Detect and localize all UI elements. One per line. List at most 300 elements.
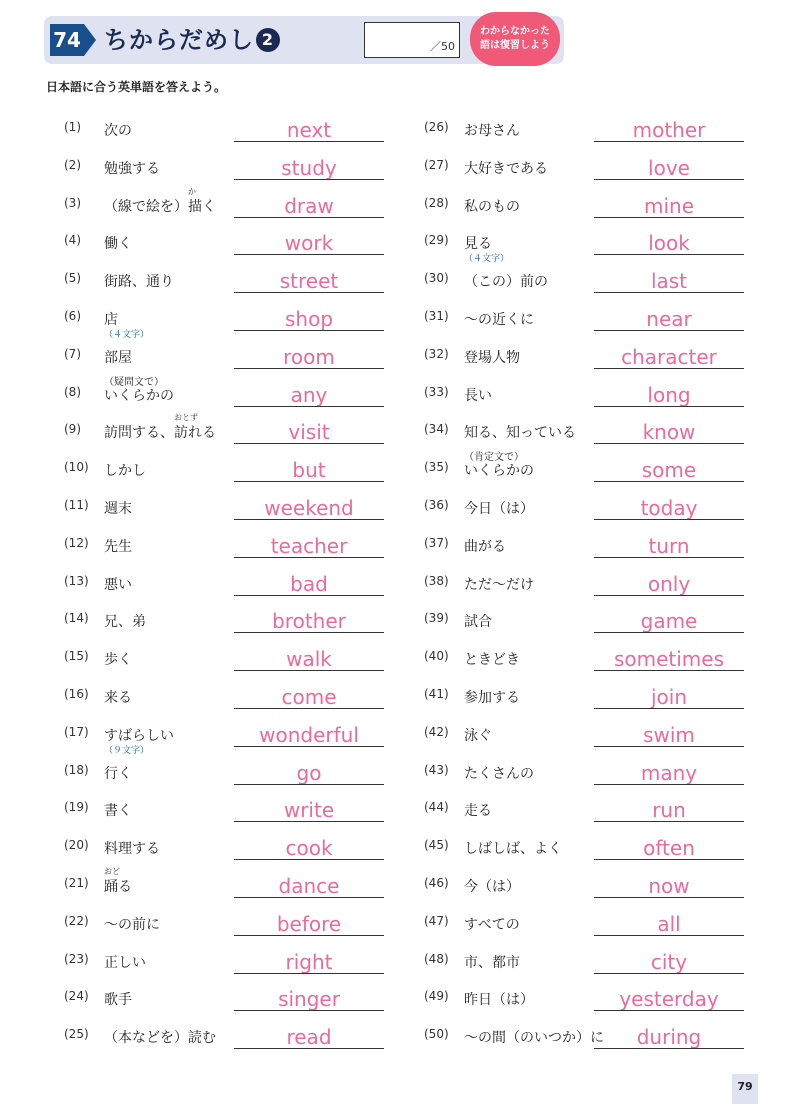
- question-text: [464, 800, 492, 820]
- question-number: (5): [64, 271, 81, 286]
- answer-field[interactable]: dance: [278, 874, 340, 898]
- question-number: (24): [64, 989, 89, 1004]
- answer-underline: [234, 784, 384, 785]
- answer-underline: [234, 935, 384, 936]
- answer-underline: [594, 330, 744, 331]
- answer-field[interactable]: work: [284, 231, 334, 256]
- question-item: [64, 186, 394, 222]
- question-text: [104, 649, 132, 669]
- answer-field[interactable]: love: [648, 155, 690, 180]
- question-label: （線で絵を）描く: [104, 198, 216, 215]
- answer-underline: [234, 179, 384, 180]
- answer-field[interactable]: next: [286, 118, 332, 142]
- question-text: [104, 952, 146, 972]
- question-number: (18): [64, 762, 89, 777]
- question-item: [424, 229, 754, 265]
- question-number: (39): [424, 611, 449, 626]
- question-item: [64, 570, 394, 600]
- question-number: (2): [64, 157, 81, 172]
- question-label: （本などを）読む: [104, 1030, 216, 1047]
- question-label: 訪問する、訪れる: [104, 425, 216, 442]
- answer-field[interactable]: brother: [272, 609, 346, 634]
- question-label: 歩く: [104, 652, 132, 669]
- question-label: （この）前の: [464, 274, 548, 291]
- question-number: (20): [64, 838, 89, 853]
- answer-underline: [594, 481, 744, 482]
- answer-field[interactable]: teacher: [270, 533, 348, 558]
- letter-count-hint: （９文字）: [104, 745, 150, 756]
- question-label: 兄、弟: [104, 614, 146, 631]
- answer-underline: [594, 292, 744, 293]
- answer-underline: [594, 179, 744, 180]
- page-title: [104, 24, 280, 56]
- answer-underline: [594, 670, 744, 671]
- question-item: [424, 796, 754, 826]
- answer-underline: [594, 217, 744, 218]
- answer-field[interactable]: near: [646, 307, 692, 331]
- question-number: (41): [424, 687, 449, 701]
- question-item: [424, 305, 754, 335]
- question-item: [64, 376, 394, 411]
- answer-field[interactable]: study: [281, 155, 337, 180]
- question-label: 料理する: [104, 841, 160, 858]
- question-item: [424, 494, 754, 524]
- answer-field[interactable]: last: [650, 269, 688, 294]
- answer-underline: [234, 746, 384, 747]
- question-label: すべての: [464, 916, 520, 933]
- question-text: [104, 867, 132, 896]
- answer-field[interactable]: but: [292, 458, 326, 483]
- answer-field[interactable]: game: [640, 609, 698, 634]
- question-item: [424, 721, 754, 751]
- question-number: (43): [424, 762, 449, 777]
- question-number: (6): [64, 309, 81, 323]
- question-text: [104, 120, 132, 140]
- question-text: [104, 347, 132, 367]
- question-item: [64, 985, 394, 1015]
- question-text: [464, 271, 548, 291]
- question-text: [464, 611, 492, 631]
- answer-field[interactable]: mother: [632, 118, 706, 142]
- question-number: (42): [424, 724, 449, 739]
- question-label: ～の前に: [104, 916, 160, 933]
- question-text: [464, 952, 520, 972]
- answer-field[interactable]: now: [648, 874, 690, 898]
- question-item: [424, 910, 754, 940]
- question-label: 知る、知っている: [464, 425, 576, 442]
- question-label: 見る: [464, 236, 492, 253]
- question-item: [64, 607, 394, 637]
- title-number: 2: [256, 28, 280, 52]
- question-label: 泳ぐ: [464, 727, 492, 744]
- question-label: 店: [104, 312, 118, 328]
- question-item: [64, 796, 394, 826]
- answer-field[interactable]: swim: [643, 722, 695, 747]
- question-text: [464, 763, 534, 783]
- question-label: 歌手: [104, 992, 132, 1009]
- question-text: [104, 536, 132, 556]
- answer-field[interactable]: many: [640, 760, 698, 785]
- answer-underline: [594, 519, 744, 520]
- question-text: [104, 763, 132, 783]
- question-number: (33): [424, 384, 449, 399]
- question-number: (38): [424, 573, 449, 588]
- question-number: (29): [424, 233, 449, 248]
- question-item: [64, 116, 394, 146]
- answer-field[interactable]: shop: [284, 307, 334, 331]
- answer-field[interactable]: often: [643, 836, 695, 861]
- question-item: [424, 645, 754, 675]
- question-number: (49): [424, 989, 449, 1004]
- question-item: [64, 154, 394, 184]
- question-label: 正しい: [104, 954, 146, 971]
- question-number: (19): [64, 800, 89, 815]
- question-text: [464, 536, 506, 556]
- question-label: 登場人物: [464, 349, 520, 366]
- answer-field[interactable]: walk: [286, 647, 332, 672]
- question-label: ～の間（のいつか）に: [464, 1030, 604, 1047]
- answer-underline: [234, 519, 384, 520]
- question-text: [464, 914, 520, 934]
- question-number: (32): [424, 346, 449, 361]
- question-text: [104, 989, 132, 1009]
- answer-field[interactable]: room: [283, 344, 335, 369]
- question-item: [424, 267, 754, 297]
- question-text: [464, 120, 520, 140]
- answer-field[interactable]: street: [279, 269, 339, 294]
- question-label: しばしば、よく: [464, 841, 562, 858]
- question-item: [64, 532, 394, 562]
- answer-underline: [594, 595, 744, 596]
- furigana: か: [188, 186, 196, 196]
- furigana: おとず: [174, 413, 198, 423]
- answer-underline: [234, 595, 384, 596]
- answer-field[interactable]: today: [640, 496, 698, 520]
- answer-field[interactable]: sometimes: [613, 647, 725, 672]
- question-text: [104, 574, 132, 594]
- question-label: お母さん: [464, 123, 520, 139]
- question-label: 週末: [104, 501, 132, 517]
- answer-underline: [234, 1010, 384, 1011]
- question-text: [104, 271, 174, 291]
- question-text: [104, 914, 160, 934]
- answer-field[interactable]: bad: [290, 571, 328, 596]
- question-label: 行く: [104, 765, 132, 782]
- question-number: (34): [424, 422, 449, 437]
- question-number: (37): [424, 535, 449, 550]
- question-text: [464, 347, 520, 367]
- review-bubble: [470, 12, 560, 66]
- answer-underline: [234, 670, 384, 671]
- question-number: (7): [64, 346, 81, 361]
- answer-field[interactable]: turn: [648, 533, 690, 558]
- question-label: 今（は）: [464, 879, 520, 895]
- question-number: (40): [424, 649, 449, 664]
- answer-field[interactable]: some: [641, 458, 697, 483]
- question-text: [464, 989, 534, 1009]
- answer-field[interactable]: only: [647, 571, 691, 596]
- question-text: [464, 838, 562, 858]
- instruction: 日本語に合う英単語を答えよう。: [46, 80, 227, 94]
- question-label: 市、都市: [464, 954, 520, 971]
- answer-underline: [594, 821, 744, 822]
- question-label: 長い: [464, 387, 492, 404]
- question-label: 踊る: [104, 879, 132, 895]
- question-note: （疑問文で）: [104, 376, 164, 388]
- question-label: すばらしい: [104, 727, 174, 744]
- answer-underline: [594, 1048, 744, 1049]
- lesson-badge: 74: [50, 24, 84, 56]
- question-item: [64, 645, 394, 675]
- question-label: 来る: [104, 690, 132, 706]
- question-label: ときどき: [464, 652, 520, 669]
- answer-field[interactable]: city: [650, 949, 688, 974]
- score-box[interactable]: [364, 22, 460, 58]
- answer-field[interactable]: cook: [285, 836, 333, 861]
- answer-underline: [234, 217, 384, 218]
- answer-field[interactable]: look: [648, 231, 690, 256]
- question-text: [104, 233, 132, 253]
- answer-underline: [234, 368, 384, 369]
- score-total: ／50: [430, 40, 455, 53]
- answer-underline: [234, 973, 384, 974]
- question-number: (31): [424, 309, 449, 323]
- question-number: (8): [64, 384, 81, 399]
- answer-field[interactable]: weekend: [264, 496, 354, 520]
- question-label: しかし: [104, 463, 146, 480]
- question-text: [104, 158, 160, 178]
- question-number: (4): [64, 233, 81, 248]
- question-text: [464, 460, 534, 480]
- question-number: (22): [64, 913, 89, 928]
- question-number: (16): [64, 687, 89, 701]
- answer-field[interactable]: during: [636, 1025, 702, 1050]
- page-number: 79: [732, 1074, 758, 1104]
- question-label: 大好きである: [464, 160, 548, 177]
- review-line-1: わからなかった: [480, 26, 550, 37]
- question-text: [104, 186, 216, 216]
- answer-field[interactable]: yesterday: [619, 987, 719, 1012]
- question-item: [64, 1023, 394, 1053]
- question-text: [464, 649, 520, 669]
- question-number: (17): [64, 724, 89, 739]
- question-number: (23): [64, 951, 89, 966]
- question-number: (44): [424, 800, 449, 815]
- question-item: [424, 834, 754, 864]
- question-item: [424, 381, 754, 411]
- question-label: 悪い: [104, 576, 132, 593]
- question-item: [64, 759, 394, 789]
- question-text: [464, 687, 520, 707]
- question-text: [464, 498, 534, 518]
- question-number: (25): [64, 1027, 89, 1042]
- question-label: 先生: [104, 538, 132, 555]
- question-item: [424, 154, 754, 184]
- question-item: [424, 607, 754, 637]
- answer-field[interactable]: character: [621, 344, 717, 369]
- answer-field[interactable]: visit: [288, 420, 330, 445]
- answer-field[interactable]: come: [281, 685, 337, 709]
- answer-field[interactable]: any: [290, 382, 328, 407]
- question-number: (46): [424, 876, 449, 890]
- question-item: [424, 343, 754, 373]
- question-text: [464, 385, 492, 405]
- question-text: [104, 838, 160, 858]
- question-text: [104, 498, 132, 518]
- question-text: [464, 574, 534, 594]
- question-number: (28): [424, 195, 449, 210]
- question-item: [424, 192, 754, 222]
- answer-underline: [234, 292, 384, 293]
- answer-underline: [594, 557, 744, 558]
- answer-underline: [594, 973, 744, 974]
- question-text: [464, 422, 576, 442]
- question-text: [104, 1027, 216, 1047]
- answer-underline: [234, 443, 384, 444]
- question-text: [104, 385, 174, 405]
- question-number: (48): [424, 951, 449, 966]
- answer-underline: [234, 254, 384, 255]
- question-text: [464, 1027, 604, 1047]
- question-item: [424, 985, 754, 1015]
- letter-count-hint: （４文字）: [464, 254, 510, 265]
- question-note: （肯定文で）: [464, 452, 524, 464]
- review-line-2: 語は復習しよう: [480, 40, 550, 51]
- question-label: ただ～だけ: [464, 576, 534, 593]
- question-number: (30): [424, 271, 449, 286]
- question-number: (45): [424, 838, 449, 853]
- question-label: 参加する: [464, 690, 520, 706]
- question-label: 働く: [104, 236, 132, 253]
- answer-underline: [594, 632, 744, 633]
- question-number: (13): [64, 573, 89, 588]
- answer-underline: [234, 406, 384, 407]
- question-number: (26): [424, 120, 449, 134]
- answer-field[interactable]: write: [283, 798, 335, 823]
- answer-underline: [234, 557, 384, 558]
- answer-field[interactable]: read: [286, 1025, 332, 1050]
- question-number: (3): [64, 195, 81, 210]
- answer-underline: [594, 1010, 744, 1011]
- answer-underline: [594, 859, 744, 860]
- question-item: [64, 413, 394, 448]
- question-label: 次の: [104, 123, 132, 139]
- question-label: 今日（は）: [464, 501, 534, 517]
- answer-underline: [594, 254, 744, 255]
- question-item: [64, 948, 394, 978]
- answer-underline: [594, 784, 744, 785]
- answer-underline: [594, 746, 744, 747]
- question-label: いくらかの: [104, 387, 174, 404]
- answer-field[interactable]: mine: [643, 193, 695, 218]
- question-label: 書く: [104, 803, 132, 820]
- question-text: [104, 413, 216, 442]
- question-item: [64, 494, 394, 524]
- question-text: [464, 196, 520, 216]
- answer-underline: [594, 141, 744, 142]
- answer-field[interactable]: join: [650, 685, 688, 709]
- question-item: [424, 1023, 754, 1053]
- question-item: [424, 683, 754, 713]
- question-label: いくらかの: [464, 463, 534, 480]
- question-item: [424, 116, 754, 146]
- question-label: 試合: [464, 614, 492, 631]
- answer-field[interactable]: wonderful: [259, 722, 359, 747]
- answer-underline: [594, 368, 744, 369]
- question-item: [424, 532, 754, 562]
- badge-arrow-icon: [84, 24, 96, 56]
- question-item: [64, 229, 394, 259]
- question-item: [424, 948, 754, 978]
- answer-field[interactable]: right: [285, 949, 333, 974]
- answer-field[interactable]: go: [296, 760, 322, 785]
- answer-field[interactable]: singer: [278, 987, 340, 1012]
- question-item: [64, 305, 394, 340]
- question-label: 私のもの: [464, 198, 520, 215]
- question-number: (15): [64, 649, 89, 664]
- question-label: 走る: [464, 803, 492, 820]
- question-label: 街路、通り: [104, 274, 174, 291]
- question-text: [104, 725, 174, 745]
- answer-underline: [234, 330, 384, 331]
- question-text: [464, 158, 548, 178]
- question-text: [464, 876, 520, 896]
- question-item: [424, 452, 754, 486]
- answer-field[interactable]: know: [642, 420, 696, 445]
- answer-underline: [234, 481, 384, 482]
- question-number: (1): [64, 120, 81, 134]
- question-item: [64, 867, 394, 902]
- question-number: (21): [64, 876, 89, 890]
- furigana: おど: [104, 867, 120, 876]
- question-number: (35): [424, 460, 449, 475]
- answer-underline: [234, 821, 384, 822]
- question-item: [64, 267, 394, 297]
- answer-underline: [234, 141, 384, 142]
- answer-field[interactable]: before: [276, 911, 342, 936]
- question-label: 曲がる: [464, 538, 506, 555]
- answer-underline: [594, 406, 744, 407]
- question-text: [464, 725, 492, 745]
- question-item: [424, 759, 754, 789]
- question-text: [104, 309, 118, 329]
- question-number: (9): [64, 422, 81, 437]
- question-text: [464, 309, 534, 329]
- question-item: [64, 910, 394, 940]
- question-number: (12): [64, 535, 89, 550]
- question-item: [64, 343, 394, 373]
- answer-field[interactable]: all: [657, 911, 681, 936]
- question-text: [104, 611, 146, 631]
- question-item: [64, 456, 394, 486]
- question-text: [104, 687, 132, 707]
- question-number: (10): [64, 460, 89, 475]
- answer-underline: [234, 1048, 384, 1049]
- answer-underline: [234, 708, 384, 709]
- answer-field[interactable]: run: [652, 798, 686, 823]
- question-text: [464, 233, 492, 253]
- question-item: [424, 872, 754, 902]
- question-item: [64, 683, 394, 713]
- answer-underline: [234, 897, 384, 898]
- answer-field[interactable]: long: [647, 382, 691, 407]
- question-label: たくさんの: [464, 765, 534, 782]
- question-number: (27): [424, 157, 449, 172]
- question-number: (47): [424, 913, 449, 928]
- answer-underline: [594, 443, 744, 444]
- answer-field[interactable]: draw: [284, 193, 334, 218]
- question-text: [104, 460, 146, 480]
